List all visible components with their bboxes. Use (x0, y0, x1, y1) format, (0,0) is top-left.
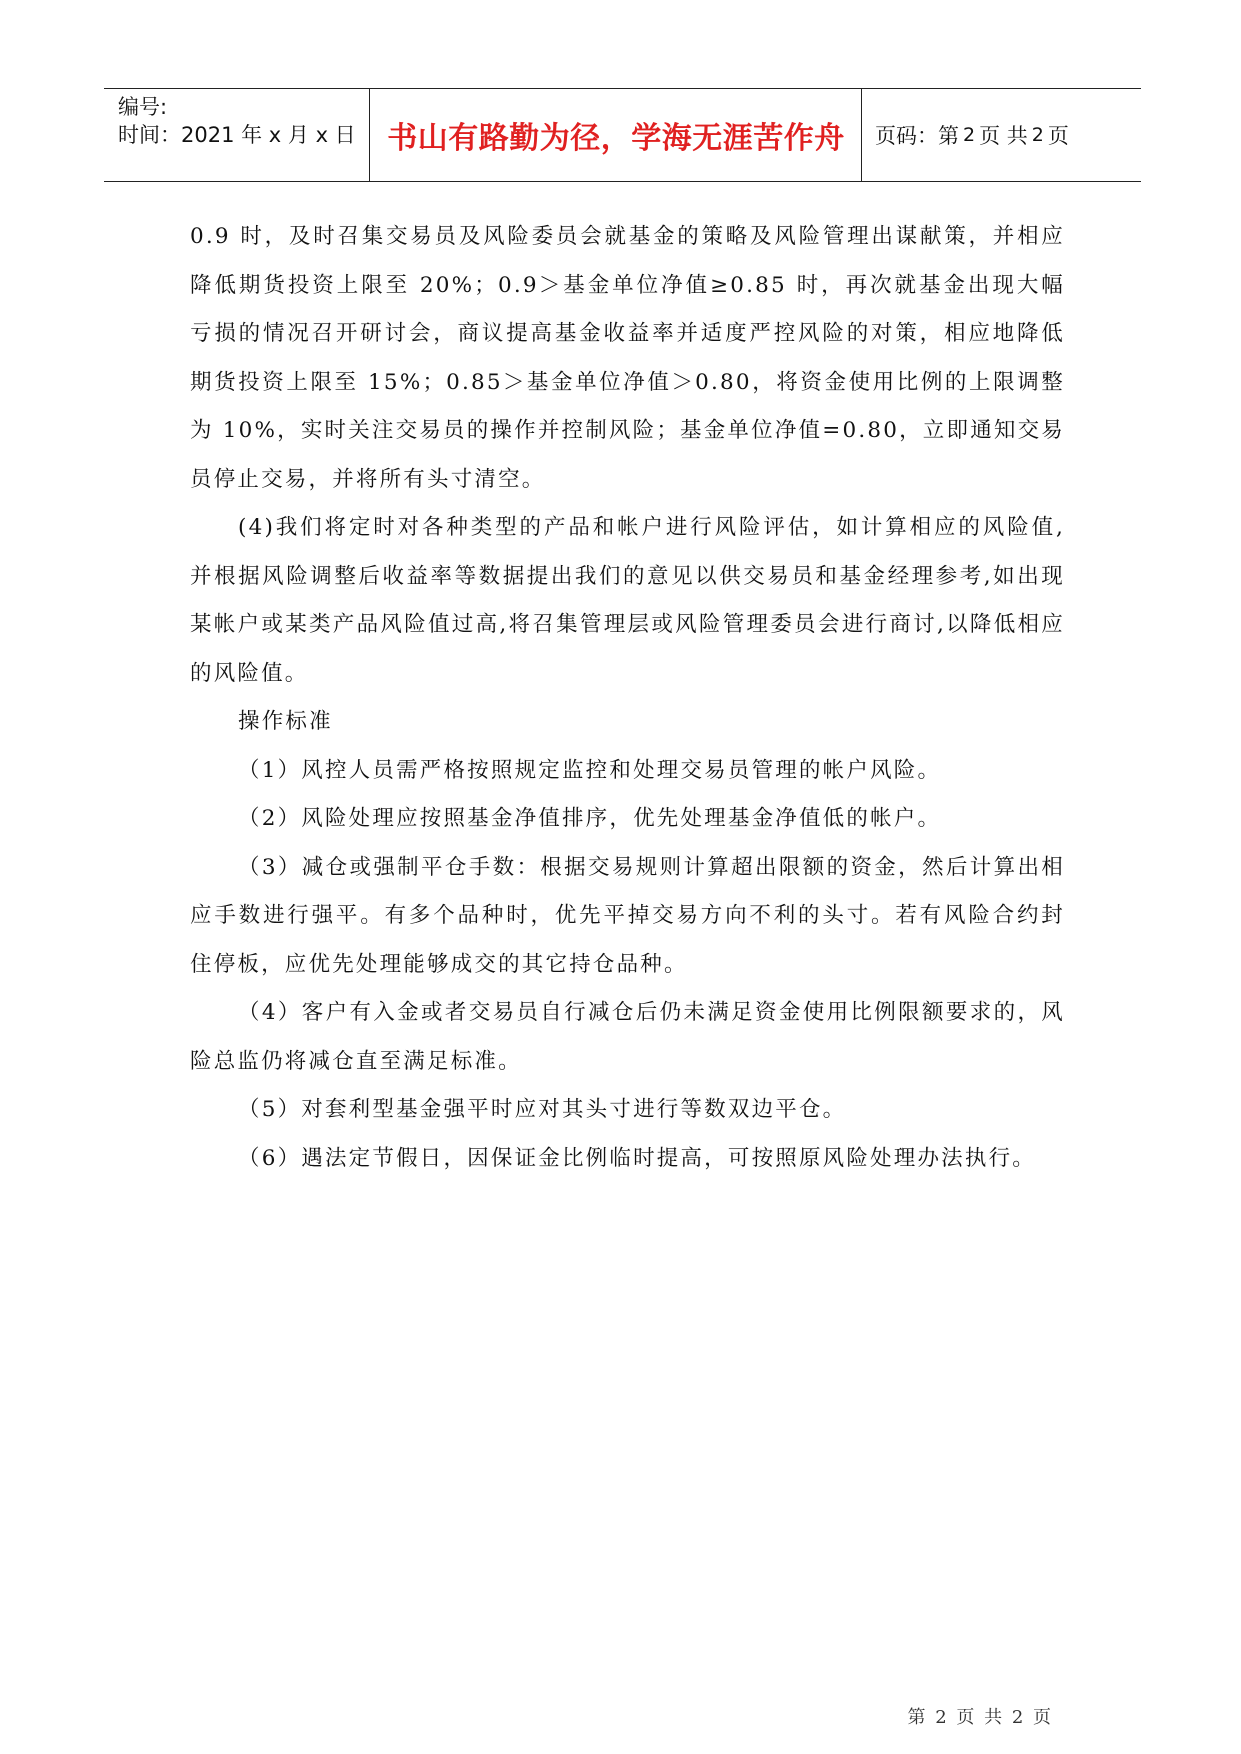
date-label: 时间：2021 年 x 月 x 日 (118, 123, 356, 147)
header-motto: 书山有路勤为径，学海无涯苦作舟 (387, 121, 845, 156)
header-page-number (875, 89, 1069, 181)
list-item: （3）减仓或强制平仓手数：根据交易规则计算超出限额的资金，然后计算出相应手数进行强平。有多个品种时，优先平掉交易方向不利的头寸。若有风险合约封住停板，应优先处理能够成交的其它持仓品种。 (190, 854, 1065, 977)
paragraph-risk-assessment: (4)我们将定时对各种类型的产品和帐户进行风险评估，如计算相应的风险值,并根据风险调整后收益率等数据提出我们的意见以供交易员和基金经理参考,如出现某帐户或某类产品风险值过高,将召集管理层或风险管理委员会进行商讨,以降低相应的风险值。 (190, 515, 1065, 686)
document-body (190, 213, 1065, 1183)
header-divider-right (861, 89, 862, 181)
paragraph-continuation: 0.9 时，及时召集交易员及风险委员会就基金的策略及风险管理出谋献策，并相应降低期货投资上限至 20%；0.9＞基金单位净值≥0.85 时，再次就基金出现大幅亏损的情况召开研讨会，商议提高基金收益率并适度严控风险的对策，相应地降低期货投资上限至 15%；0.85＞基金单位净值＞0.80，将资金使用比例的上限调整为 10%，实时关注交易员的操作并控制风险；基金单位净值=0.80，立即通知交易员停止交易，并将所有头寸清空。 (190, 224, 1066, 492)
list-item: （1）风控人员需严格按照规定监控和处理交易员管理的帐户风险。 (238, 757, 942, 783)
list-item: （4）客户有入金或者交易员自行减仓后仍未满足资金使用比例限额要求的，风险总监仍将减仓直至满足标准。 (190, 1000, 1065, 1074)
serial-number-label: 编号: (118, 95, 168, 119)
list-item: （2）风险处理应按照基金净值排序，优先处理基金净值低的帐户。 (238, 806, 942, 831)
page-header (104, 88, 1141, 182)
page-mid: 页 共 (979, 124, 1028, 148)
page-current: 2 (963, 124, 976, 146)
page-footer: 第 2 页 共 2 页 (907, 1707, 1053, 1728)
page-prefix: 页码：第 (875, 124, 959, 148)
page-total: 2 (1031, 124, 1044, 146)
list-item: （5）对套利型基金强平时应对其头寸进行等数双边平仓。 (238, 1097, 847, 1122)
list-item: （6）遇法定节假日，因保证金比例临时提高，可按照原风险处理办法执行。 (238, 1145, 1036, 1171)
section-title: 操作标准 (238, 709, 333, 734)
page-suffix: 页 (1047, 124, 1069, 148)
header-meta (118, 93, 356, 149)
header-divider-left (369, 89, 370, 181)
